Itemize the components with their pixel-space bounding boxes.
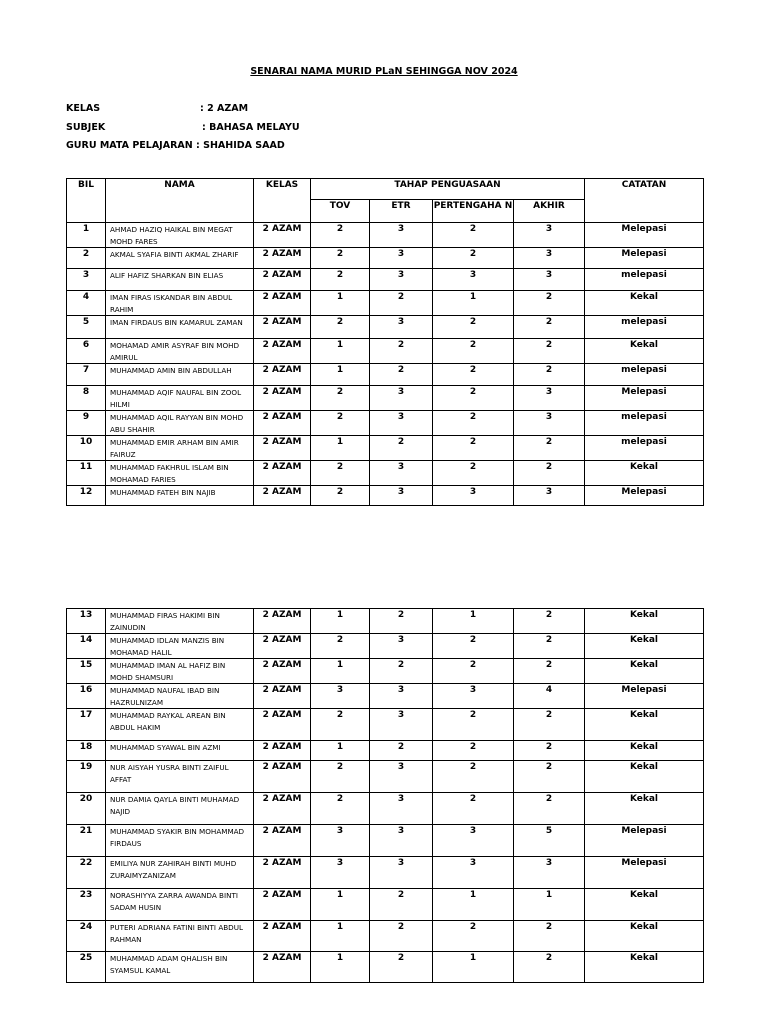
table-row (67, 793, 704, 825)
cell-nama: NORASHIYYA ZARRA AWANDA BINTI SADAM HUSIN (106, 889, 254, 921)
cell-nama: MUHAMMAD EMIR ARHAM BIN AMIR FAIRUZ (106, 436, 254, 461)
cell-etr: 3 (370, 684, 433, 709)
cell-kelas: 2 AZAM (254, 684, 311, 709)
cell-bil: 2 (67, 248, 106, 269)
cell-pertengahan: 2 (433, 461, 514, 486)
cell-akhir: 2 (514, 659, 585, 684)
cell-catatan: Melepasi (585, 486, 704, 506)
cell-tov: 2 (311, 634, 370, 659)
cell-akhir: 2 (514, 921, 585, 952)
cell-tov: 2 (311, 223, 370, 248)
meta-label: KELAS (66, 103, 101, 114)
cell-etr: 3 (370, 793, 433, 825)
cell-akhir: 2 (514, 436, 585, 461)
cell-akhir: 3 (514, 223, 585, 248)
table-row (67, 857, 704, 889)
cell-bil: 10 (67, 436, 106, 461)
cell-catatan: melepasi (585, 411, 704, 436)
cell-tov: 2 (311, 248, 370, 269)
cell-pertengahan: 2 (433, 761, 514, 793)
cell-akhir: 4 (514, 684, 585, 709)
cell-nama: AHMAD HAZIQ HAIKAL BIN MEGAT MOHD FARES (106, 223, 254, 248)
cell-akhir: 2 (514, 741, 585, 761)
cell-etr: 3 (370, 825, 433, 857)
header-nama: NAMA (106, 179, 254, 223)
cell-etr: 2 (370, 364, 433, 386)
cell-akhir: 2 (514, 609, 585, 634)
meta-label: GURU MATA PELAJARAN (66, 140, 193, 151)
cell-kelas: 2 AZAM (254, 248, 311, 269)
cell-kelas: 2 AZAM (254, 825, 311, 857)
cell-tov: 2 (311, 461, 370, 486)
cell-pertengahan: 2 (433, 386, 514, 411)
cell-nama: MOHAMAD AMIR ASYRAF BIN MOHD AMIRUL (106, 339, 254, 364)
cell-nama: AKMAL SYAFIA BINTI AKMAL ZHARIF (106, 248, 254, 269)
header-akhir: AKHIR (514, 200, 585, 223)
cell-akhir: 1 (514, 889, 585, 921)
cell-nama: EMILIYA NUR ZAHIRAH BINTI MUHD ZURAIMYZANIZAM (106, 857, 254, 889)
cell-catatan: Kekal (585, 952, 704, 983)
cell-catatan: melepasi (585, 269, 704, 291)
cell-tov: 2 (311, 411, 370, 436)
cell-etr: 2 (370, 339, 433, 364)
cell-nama: MUHAMMAD AQIF NAUFAL BIN ZOOL HILMI (106, 386, 254, 411)
meta-label: SUBJEK (66, 122, 106, 133)
cell-etr: 2 (370, 609, 433, 634)
cell-akhir: 3 (514, 386, 585, 411)
cell-pertengahan: 2 (433, 248, 514, 269)
cell-nama: MUHAMMAD AMIN BIN ABDULLAH (106, 364, 254, 386)
cell-etr: 3 (370, 709, 433, 741)
cell-tov: 2 (311, 793, 370, 825)
cell-nama: MUHAMMAD FIRAS HAKIMI BIN ZAINUDIN (106, 609, 254, 634)
cell-akhir: 2 (514, 316, 585, 339)
cell-bil: 23 (67, 889, 106, 921)
header-tov: TOV (311, 200, 370, 223)
cell-akhir: 3 (514, 486, 585, 506)
cell-etr: 2 (370, 659, 433, 684)
cell-kelas: 2 AZAM (254, 634, 311, 659)
cell-catatan: Melepasi (585, 684, 704, 709)
cell-catatan: Kekal (585, 793, 704, 825)
cell-nama: IMAN FIRDAUS BIN KAMARUL ZAMAN (106, 316, 254, 339)
table-row (67, 411, 704, 436)
cell-nama: MUHAMMAD IDLAN MANZIS BIN MOHAMAD HALIL (106, 634, 254, 659)
cell-nama: MUHAMMAD NAUFAL IBAD BIN HAZRULNIZAM (106, 684, 254, 709)
cell-etr: 2 (370, 889, 433, 921)
cell-kelas: 2 AZAM (254, 486, 311, 506)
table-row (67, 461, 704, 486)
cell-catatan: Melepasi (585, 223, 704, 248)
cell-akhir: 2 (514, 634, 585, 659)
cell-tov: 1 (311, 889, 370, 921)
cell-bil: 20 (67, 793, 106, 825)
table-row (67, 291, 704, 316)
table-row (67, 921, 704, 952)
cell-bil: 3 (67, 269, 106, 291)
cell-pertengahan: 3 (433, 486, 514, 506)
cell-catatan: melepasi (585, 364, 704, 386)
cell-pertengahan: 2 (433, 223, 514, 248)
cell-bil: 8 (67, 386, 106, 411)
cell-etr: 2 (370, 291, 433, 316)
cell-kelas: 2 AZAM (254, 436, 311, 461)
cell-akhir: 2 (514, 761, 585, 793)
cell-kelas: 2 AZAM (254, 461, 311, 486)
cell-catatan: Melepasi (585, 857, 704, 889)
table-row (67, 436, 704, 461)
cell-bil: 16 (67, 684, 106, 709)
cell-bil: 24 (67, 921, 106, 952)
cell-etr: 3 (370, 461, 433, 486)
cell-nama: MUHAMMAD FAKHRUL ISLAM BIN MOHAMAD FARIES (106, 461, 254, 486)
cell-etr: 2 (370, 952, 433, 983)
cell-catatan: melepasi (585, 436, 704, 461)
cell-pertengahan: 2 (433, 364, 514, 386)
cell-kelas: 2 AZAM (254, 889, 311, 921)
cell-kelas: 2 AZAM (254, 339, 311, 364)
cell-tov: 2 (311, 761, 370, 793)
cell-catatan: Kekal (585, 291, 704, 316)
header-etr: ETR (370, 200, 433, 223)
cell-nama: MUHAMMAD ADAM QHALISH BIN SYAMSUL KAMAL (106, 952, 254, 983)
cell-nama: NUR DAMIA QAYLA BINTI MUHAMAD NAJID (106, 793, 254, 825)
cell-tov: 3 (311, 825, 370, 857)
cell-tov: 1 (311, 741, 370, 761)
table-body-2 (67, 609, 704, 983)
cell-tov: 1 (311, 659, 370, 684)
table-body-1 (67, 223, 704, 506)
header-bil: BIL (67, 179, 106, 223)
table-row (67, 952, 704, 983)
cell-pertengahan: 2 (433, 316, 514, 339)
cell-nama: MUHAMMAD AQIL RAYYAN BIN MOHD ABU SHAHIR (106, 411, 254, 436)
cell-kelas: 2 AZAM (254, 709, 311, 741)
cell-etr: 3 (370, 316, 433, 339)
cell-bil: 25 (67, 952, 106, 983)
cell-tov: 2 (311, 709, 370, 741)
cell-etr: 3 (370, 269, 433, 291)
cell-catatan: Melepasi (585, 248, 704, 269)
cell-tov: 3 (311, 684, 370, 709)
header-catatan: CATATAN (585, 179, 704, 223)
cell-catatan: Kekal (585, 709, 704, 741)
cell-tov: 2 (311, 316, 370, 339)
cell-pertengahan: 1 (433, 889, 514, 921)
cell-pertengahan: 1 (433, 609, 514, 634)
cell-kelas: 2 AZAM (254, 761, 311, 793)
table-row (67, 889, 704, 921)
cell-kelas: 2 AZAM (254, 316, 311, 339)
cell-akhir: 2 (514, 461, 585, 486)
cell-pertengahan: 3 (433, 825, 514, 857)
cell-bil: 18 (67, 741, 106, 761)
cell-bil: 17 (67, 709, 106, 741)
cell-catatan: Kekal (585, 761, 704, 793)
cell-etr: 3 (370, 386, 433, 411)
cell-pertengahan: 2 (433, 741, 514, 761)
cell-catatan: Kekal (585, 921, 704, 952)
cell-pertengahan: 2 (433, 659, 514, 684)
cell-bil: 9 (67, 411, 106, 436)
cell-akhir: 2 (514, 709, 585, 741)
table-row (67, 709, 704, 741)
cell-akhir: 5 (514, 825, 585, 857)
cell-etr: 3 (370, 634, 433, 659)
cell-tov: 1 (311, 921, 370, 952)
cell-bil: 7 (67, 364, 106, 386)
cell-kelas: 2 AZAM (254, 952, 311, 983)
table-row (67, 223, 704, 248)
cell-pertengahan: 1 (433, 952, 514, 983)
cell-kelas: 2 AZAM (254, 741, 311, 761)
cell-pertengahan: 2 (433, 921, 514, 952)
cell-akhir: 3 (514, 857, 585, 889)
cell-kelas: 2 AZAM (254, 411, 311, 436)
cell-catatan: Kekal (585, 339, 704, 364)
cell-etr: 3 (370, 223, 433, 248)
cell-bil: 6 (67, 339, 106, 364)
table-row (67, 339, 704, 364)
cell-pertengahan: 3 (433, 684, 514, 709)
cell-kelas: 2 AZAM (254, 386, 311, 411)
meta-value: : SHAHIDA SAAD (196, 140, 285, 151)
cell-bil: 15 (67, 659, 106, 684)
cell-catatan: Kekal (585, 889, 704, 921)
cell-etr: 3 (370, 761, 433, 793)
cell-catatan: Kekal (585, 461, 704, 486)
cell-pertengahan: 2 (433, 634, 514, 659)
cell-akhir: 2 (514, 291, 585, 316)
table-row (67, 684, 704, 709)
cell-pertengahan: 2 (433, 793, 514, 825)
student-table-2 (66, 608, 704, 983)
table-row (67, 486, 704, 506)
header-kelas: KELAS (254, 179, 311, 223)
meta-subjek (66, 122, 300, 133)
cell-etr: 3 (370, 857, 433, 889)
cell-bil: 19 (67, 761, 106, 793)
cell-akhir: 3 (514, 269, 585, 291)
table-row (67, 825, 704, 857)
cell-pertengahan: 2 (433, 411, 514, 436)
cell-nama: MUHAMMAD RAYKAL AREAN BIN ABDUL HAKIM (106, 709, 254, 741)
table-row (67, 248, 704, 269)
cell-catatan: Kekal (585, 659, 704, 684)
cell-bil: 22 (67, 857, 106, 889)
cell-pertengahan: 3 (433, 857, 514, 889)
cell-nama: PUTERI ADRIANA FATINI BINTI ABDUL RAHMAN (106, 921, 254, 952)
table-row (67, 659, 704, 684)
cell-tov: 1 (311, 609, 370, 634)
cell-catatan: Melepasi (585, 825, 704, 857)
page-title: SENARAI NAMA MURID PLaN SEHINGGA NOV 2024 (250, 66, 518, 77)
cell-nama: MUHAMMAD IMAN AL HAFIZ BIN MOHD SHAMSURI (106, 659, 254, 684)
cell-akhir: 2 (514, 952, 585, 983)
cell-pertengahan: 2 (433, 339, 514, 364)
meta-value: : 2 AZAM (200, 103, 249, 114)
cell-nama: ALIF HAFIZ SHARKAN BIN ELIAS (106, 269, 254, 291)
cell-akhir: 3 (514, 248, 585, 269)
cell-tov: 2 (311, 486, 370, 506)
cell-bil: 12 (67, 486, 106, 506)
cell-akhir: 2 (514, 339, 585, 364)
cell-kelas: 2 AZAM (254, 659, 311, 684)
cell-akhir: 2 (514, 364, 585, 386)
cell-bil: 21 (67, 825, 106, 857)
table-row (67, 741, 704, 761)
meta-guru (66, 140, 285, 151)
cell-nama: MUHAMMAD SYAWAL BIN AZMI (106, 741, 254, 761)
cell-tov: 1 (311, 291, 370, 316)
cell-etr: 3 (370, 486, 433, 506)
cell-nama: NUR AISYAH YUSRA BINTI ZAIFUL AFFAT (106, 761, 254, 793)
cell-nama: IMAN FIRAS ISKANDAR BIN ABDUL RAHIM (106, 291, 254, 316)
cell-pertengahan: 3 (433, 269, 514, 291)
cell-kelas: 2 AZAM (254, 793, 311, 825)
cell-tov: 1 (311, 952, 370, 983)
cell-catatan: Melepasi (585, 386, 704, 411)
cell-catatan: Kekal (585, 741, 704, 761)
cell-tov: 2 (311, 269, 370, 291)
cell-kelas: 2 AZAM (254, 609, 311, 634)
cell-pertengahan: 1 (433, 291, 514, 316)
cell-akhir: 3 (514, 411, 585, 436)
cell-catatan: Kekal (585, 634, 704, 659)
cell-bil: 11 (67, 461, 106, 486)
cell-tov: 1 (311, 436, 370, 461)
table-row (67, 316, 704, 339)
cell-kelas: 2 AZAM (254, 364, 311, 386)
meta-kelas (66, 103, 249, 114)
cell-etr: 2 (370, 741, 433, 761)
cell-kelas: 2 AZAM (254, 921, 311, 952)
table-row (67, 634, 704, 659)
cell-etr: 3 (370, 411, 433, 436)
cell-kelas: 2 AZAM (254, 269, 311, 291)
student-table-1 (66, 178, 704, 506)
cell-pertengahan: 2 (433, 709, 514, 741)
cell-catatan: Kekal (585, 609, 704, 634)
header-tahap-penguasaan: TAHAP PENGUASAAN (311, 179, 585, 200)
cell-nama: MUHAMMAD FATEH BIN NAJIB (106, 486, 254, 506)
cell-bil: 13 (67, 609, 106, 634)
cell-catatan: melepasi (585, 316, 704, 339)
cell-pertengahan: 2 (433, 436, 514, 461)
cell-tov: 1 (311, 364, 370, 386)
cell-kelas: 2 AZAM (254, 291, 311, 316)
table-row (67, 386, 704, 411)
cell-bil: 5 (67, 316, 106, 339)
table-row (67, 609, 704, 634)
cell-kelas: 2 AZAM (254, 857, 311, 889)
meta-value: : BAHASA MELAYU (202, 122, 300, 133)
table-row (67, 269, 704, 291)
cell-etr: 2 (370, 436, 433, 461)
cell-kelas: 2 AZAM (254, 223, 311, 248)
cell-akhir: 2 (514, 793, 585, 825)
cell-etr: 2 (370, 921, 433, 952)
cell-tov: 2 (311, 386, 370, 411)
header-pertengahan: PERTENGAHA N (433, 200, 514, 223)
cell-bil: 4 (67, 291, 106, 316)
cell-tov: 1 (311, 339, 370, 364)
cell-tov: 3 (311, 857, 370, 889)
table-row (67, 761, 704, 793)
table-row (67, 364, 704, 386)
cell-bil: 1 (67, 223, 106, 248)
cell-etr: 3 (370, 248, 433, 269)
cell-nama: MUHAMMAD SYAKIR BIN MOHAMMAD FIRDAUS (106, 825, 254, 857)
cell-bil: 14 (67, 634, 106, 659)
